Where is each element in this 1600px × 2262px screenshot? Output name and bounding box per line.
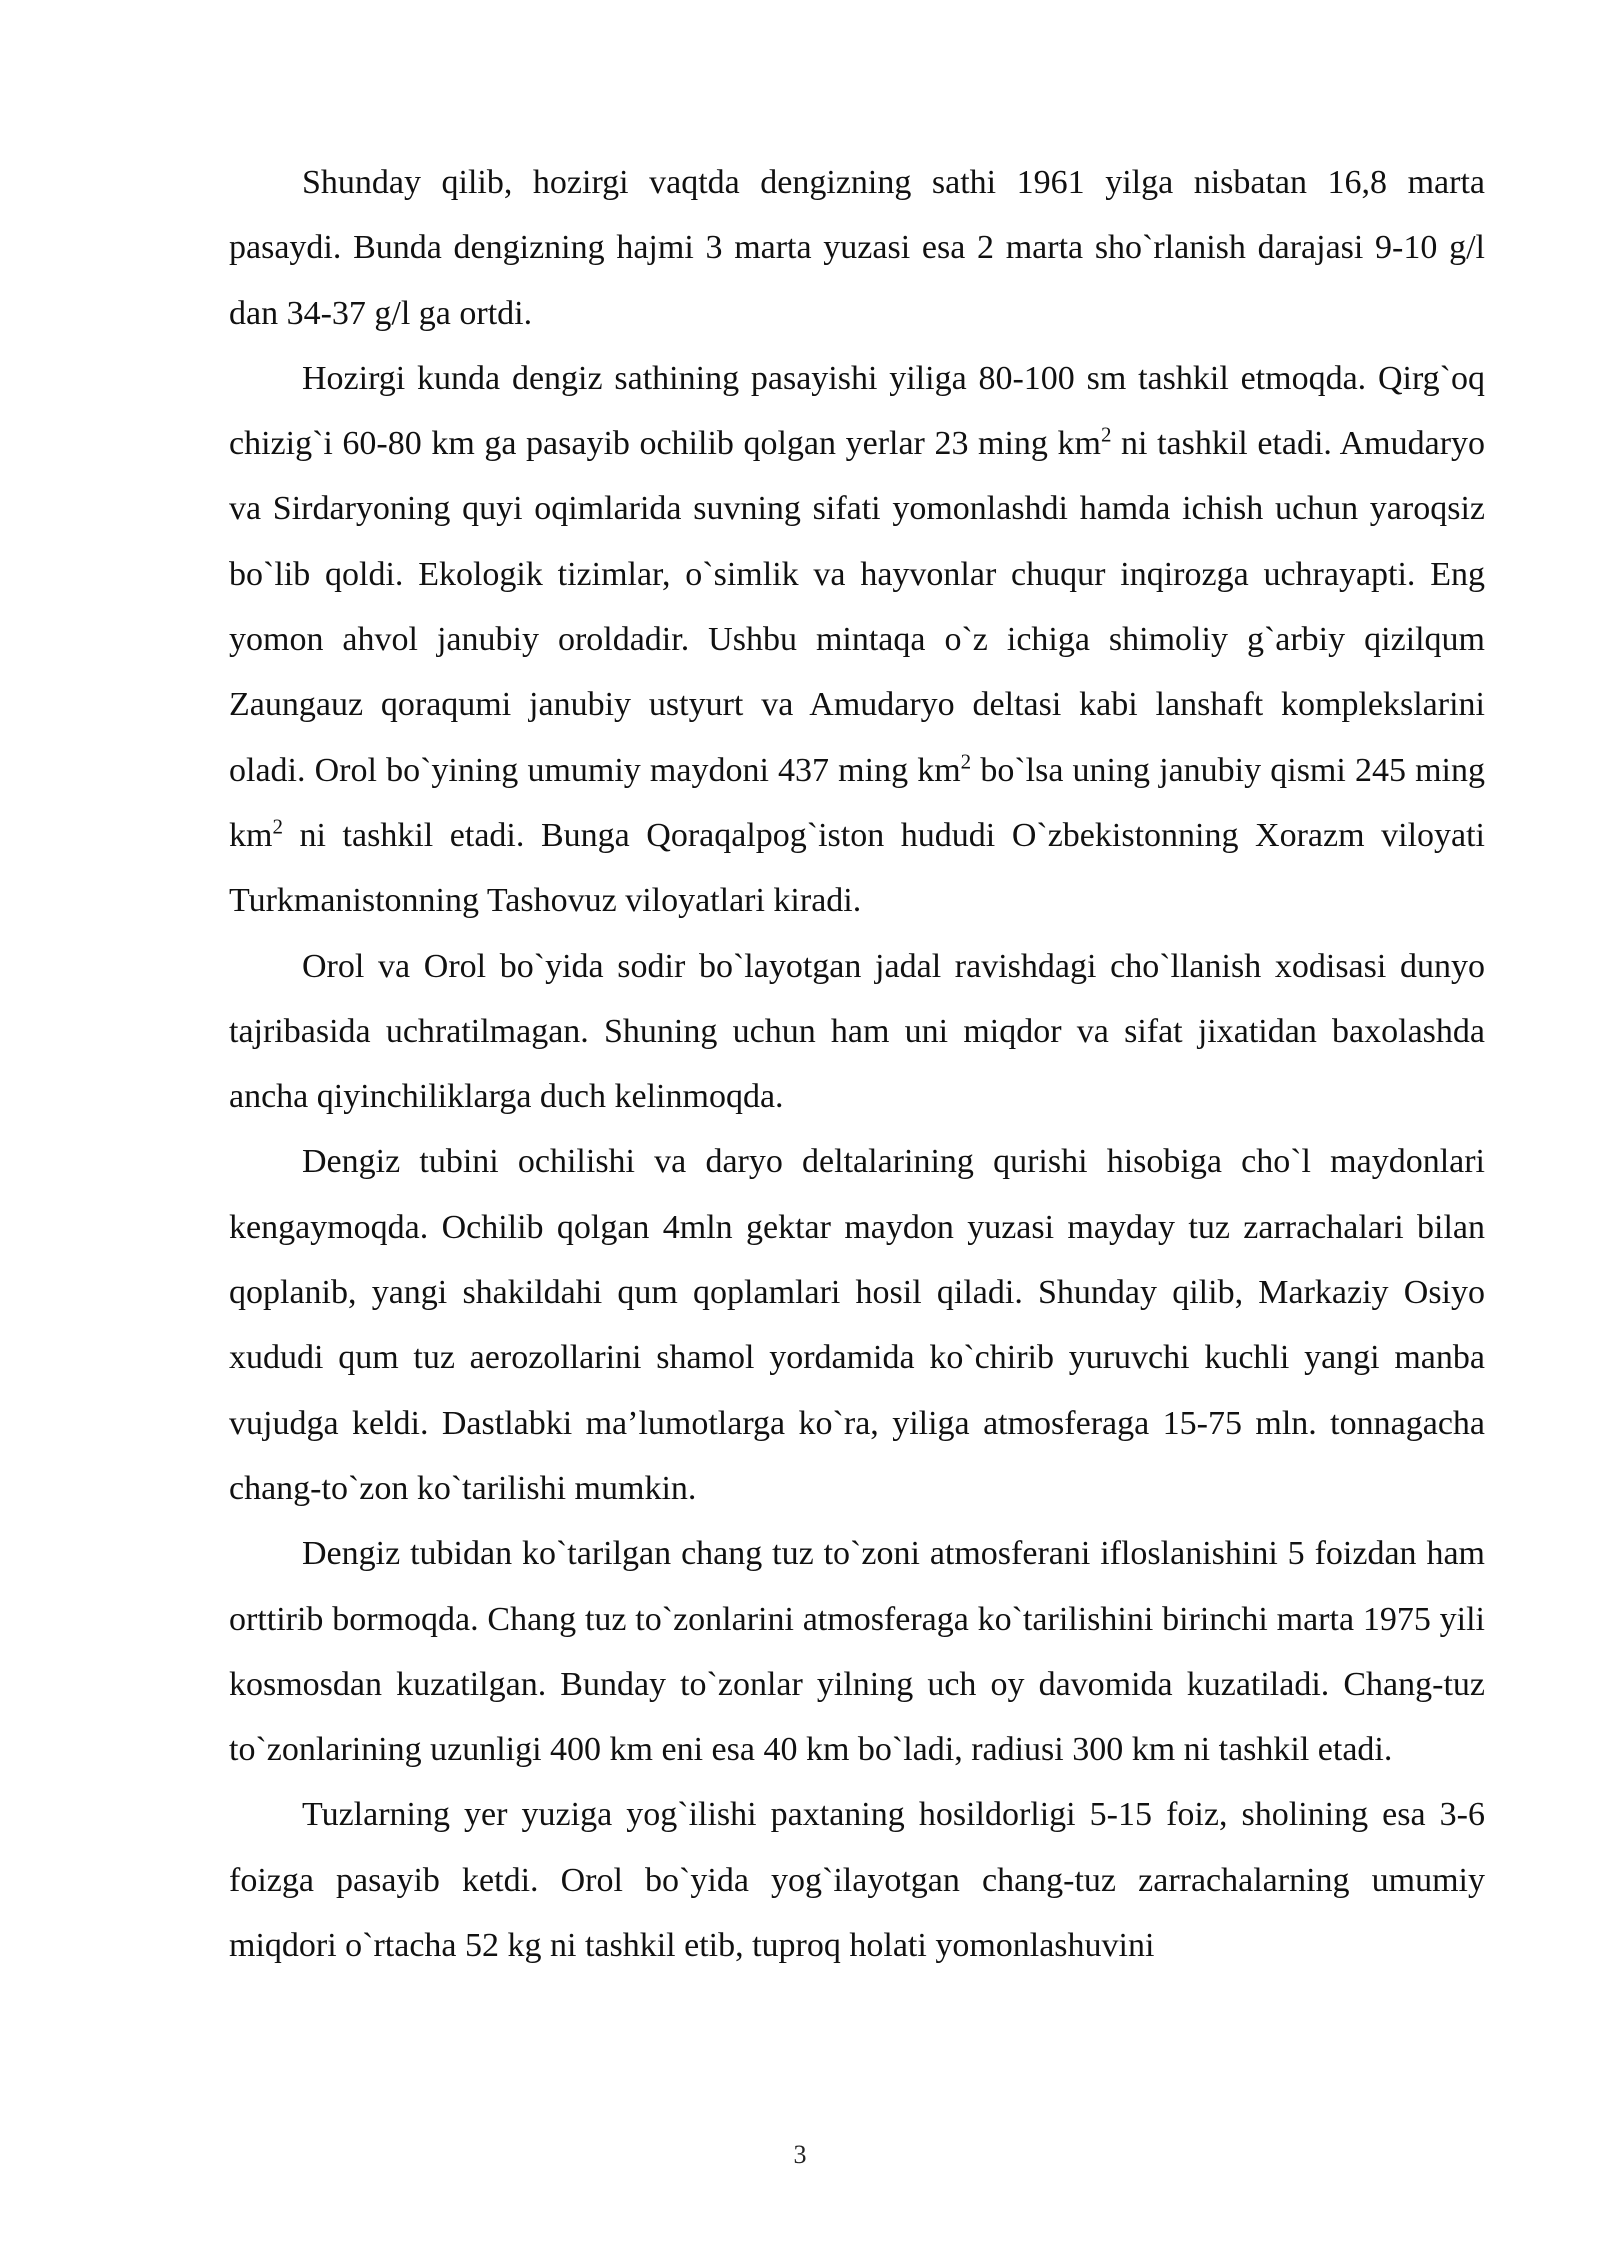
paragraph-text: Tuzlarning yer yuziga yog`ilishi paxtaning hosildorligi 5-15 foiz, sholining esa 3-6 foizga pasayib ketdi. Orol bo`yida yog`ilayotgan chang-tuz zarrachalarning umumiy miqdori o`rtacha 52 kg ni tashkil etib, tuproq holati yomonlashuvini [229, 1796, 1485, 1965]
paragraph [229, 934, 1485, 1130]
paragraph [229, 150, 1485, 346]
paragraph-text: Dengiz tubini ochilishi va daryo deltalarining qurishi hisobiga cho`l maydonlari kengaymoqda. Ochilib qolgan 4mln gektar maydon yuzasi mayday tuz zarrachalari bilan qoplanib, yangi shakildahi qum qoplamlari hosil qiladi. Shunday qilib, Markaziy Osiyo xududi qum tuz aerozollarini shamol yordamida ko`chirib yuruvchi kuchli yangi manba vujudga keldi. Dastlabki ma’lumotlarga ko`ra, yiliga atmosferaga 15-75 mln. tonnagacha chang-to`zon ko`tarilishi mumkin. [229, 1143, 1485, 1507]
superscript: 2 [1100, 422, 1112, 447]
superscript: 2 [272, 814, 283, 839]
superscript: 2 [960, 749, 972, 774]
paragraph [229, 1521, 1485, 1782]
paragraph-text: ni tashkil etadi. Amudaryo va Sirdaryoning quyi oqimlarida suvning sifati yomonlashdi hamda ichish uchun yaroqsiz bo`lib qoldi. Ekologik tizimlar, o`simlik va hayvonlar chuqur inqirozga uchrayapti. Eng yomon ahvol janubiy oroldadir. Ushbu mintaqa o`z ichiga shimoliy g`arbiy qizilqum Zaungauz qoraqumi janubiy ustyurt va Amudaryo deltasi kabi lanshaft komplekslarini oladi. Orol bo`yining umumiy maydoni 437 ming km [229, 425, 1486, 789]
paragraph-text: bo`lsa uning janubiy qismi 245 ming km [229, 751, 1485, 854]
page-number: 3 [793, 2140, 807, 2169]
paragraph-text: Hozirgi kunda dengiz sathining pasayishi yiliga 80-100 sm tashkil etmoqda. Qirg`oq chizig`i 60-80 km ga pasayib ochilib qolgan yerlar 23 ming km [229, 359, 1485, 463]
paragraph-text: Orol va Orol bo`yida sodir bo`layotgan jadal ravishdagi cho`llanish xodisasi dunyo tajribasida uchratilmagan. Shuning uchun ham uni miqdor va sifat jixatidan baxolashda ancha qiyinchiliklarga duch kelinmoqda. [229, 947, 1485, 1116]
paragraph-text: Shunday qilib, hozirgi vaqtda dengizning sathi 1961 yilga nisbatan 16,8 marta pasaydi. Bunda dengizning hajmi 3 marta yuzasi esa 2 marta sho`rlanish darajasi 9-10 g/l dan 34-37 g/l ga ortdi. [229, 164, 1485, 332]
paragraph [229, 346, 1485, 934]
paragraph [229, 1129, 1485, 1521]
paragraph-text: ni tashkil etadi. Bunga Qoraqalpog`iston hududi O`zbekistonning Xorazm viloyati Turkmanistonning Tashovuz viloyatlari kiradi. [229, 816, 1485, 920]
paragraph [229, 1782, 1485, 1978]
text-body [229, 150, 1485, 1978]
paragraph-text: Dengiz tubidan ko`tarilgan chang tuz to`zoni atmosferani ifloslanishini 5 foizdan ham orttirib bormoqda. Chang tuz to`zonlarini atmosferaga ko`tarilishini birinchi marta 1975 yili kosmosdan kuzatilgan. Bunday to`zonlar yilning uch oy davomida kuzatiladi. Chang-tuz to`zonlarining uzunligi 400 km eni esa 40 km bo`ladi, radiusi 300 km ni tashkil etadi. [229, 1535, 1485, 1769]
